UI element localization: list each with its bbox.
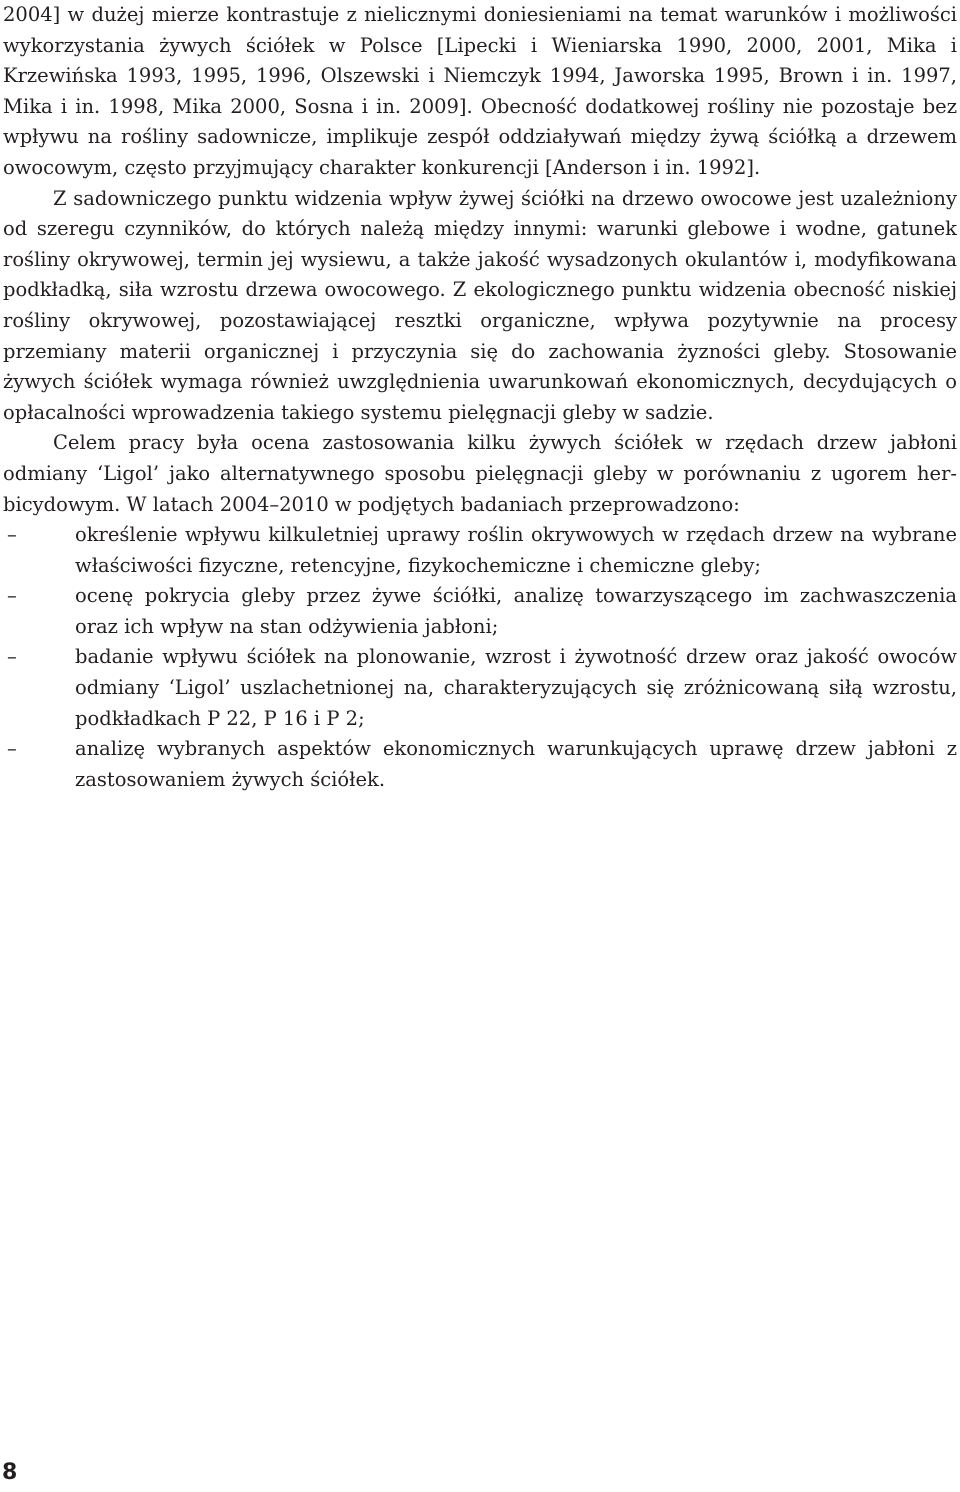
paragraph-1: 2004] w dużej mierze kontrastuje z nielicznymi doniesieniami na temat warunków i możliwości wykorzystania żywych ściółek w Polsce [Lipecki i Wieniarska 1990, 2000, 2001, Mika i Krzewińska 1993, 1995, 1996, Olszewski i Niemczyk 1994, Jaworska 1995, Brown i in. 1997, Mika i in. 1998, Mika 2000, Sosna i in. 2009]. Obecność dodatkowej rośliny nie pozostaje bez wpływu na rośliny sadownicze, implikuje zespół oddziaływań między żywą ściółką a drzewem owocowym, często przyjmujący charakter konkurencji [Anderson i in. 1992].: [3, 3, 957, 179]
list-item: [3, 581, 957, 642]
list-item-text: określenie wpływu kilkuletniej uprawy roślin okrywowych w rzędach drzew na wybrane właściwości fizyczne, retencyjne, fizykochemiczne i chemiczne gleby;: [75, 523, 957, 577]
bullet-dash: –: [7, 645, 17, 669]
document-page: [3, 0, 957, 795]
bullet-dash: –: [7, 737, 17, 761]
list-item: [3, 520, 957, 581]
list-item: [3, 734, 957, 795]
paragraph-3: Celem pracy była ocena zastosowania kilku żywych ściółek w rzędach drzew jabłoni odmiany ‘Ligol’ jako alternatywnego sposobu pielęgnacji gleby w porównaniu z ugorem herbicydowym. W latach 2004–2010 w podjętych badaniach przeprowadzono:: [3, 431, 957, 516]
list-item-text: ocenę pokrycia gleby przez żywe ściółki, analizę towarzyszącego im zachwaszczenia oraz ich wpływ na stan odżywienia jabłoni;: [75, 584, 957, 638]
list-item-text: analizę wybranych aspektów ekonomicznych warunkujących uprawę drzew jabłoni z zastosowaniem żywych ściółek.: [75, 737, 957, 791]
page-number: 8: [2, 1460, 18, 1485]
bullet-dash: –: [7, 584, 17, 608]
list-item-text: badanie wpływu ściółek na plonowanie, wzrost i żywotność drzew oraz jakość owoców odmiany ‘Ligol’ uszlachetnionej na, charakteryzujących się zróżnicowaną siłą wzrostu, podkładkach P 22, P 16 i P 2;: [75, 645, 957, 730]
bullet-dash: –: [7, 523, 17, 547]
paragraph-2: Z sadowniczego punktu widzenia wpływ żywej ściółki na drzewo owocowe jest uzależniony od szeregu czynników, do których należą między innymi: warunki glebowe i wodne, gatunek rośliny okrywowej, termin jej wysiewu, a także jakość wysadzonych okulantów i, modyfikowana podkładką, siła wzrostu drzewa owocowego. Z ekologicznego punktu widzenia obecność niskiej rośliny okrywowej, pozostawiającej resztki organiczne, wpływa pozytywnie na procesy przemiany materii organicznej i przyczynia się do zachowania żyzności gleby. Stosowanie żywych ściółek wymaga również uwzględnienia uwarunkowań ekonomicznych, decydujących o opłacalności wprowadzenia takiego systemu pielęgnacji gleby w sadzie.: [3, 186, 957, 424]
research-tasks-list: [3, 520, 957, 795]
list-item: [3, 642, 957, 734]
